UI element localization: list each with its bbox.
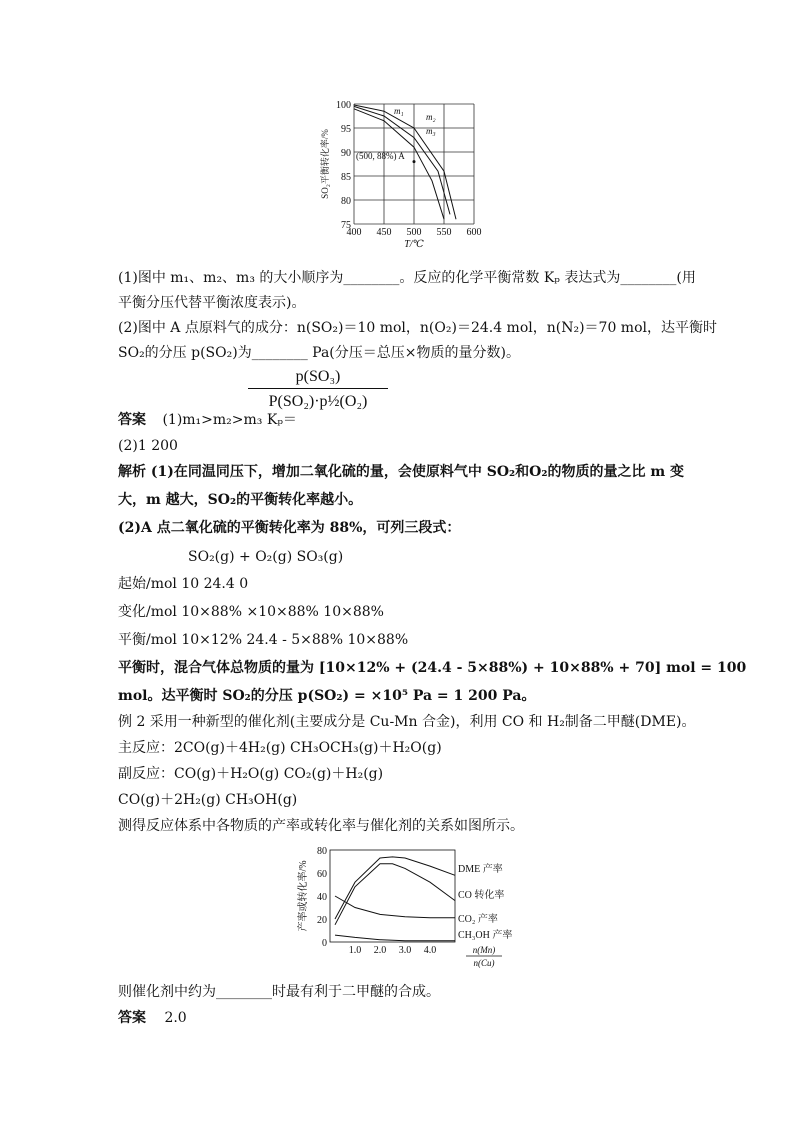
row-initial: 起始/mol 10 24.4 0: [118, 576, 249, 592]
legend-label: CO₂ 产率: [458, 914, 498, 925]
kp-fraction: [248, 368, 388, 411]
y-tick-label: 85: [341, 172, 351, 183]
y-axis-label: 产率或转化率/%: [298, 860, 309, 932]
chart2-svg: [294, 840, 514, 972]
y-tick-label: 100: [336, 100, 351, 111]
answer-1-text: (1)m₁>m₂>m₃ Kₚ＝: [162, 412, 297, 428]
y-tick-label: 90: [341, 148, 351, 159]
analysis-1-cont: 大，m 越大，SO₂的平衡转化率越小。: [118, 492, 363, 508]
kp-denominator: P(SO₂)·p½(O₂): [268, 393, 368, 410]
curve-label: m₁: [394, 106, 404, 116]
y-tick-label: 95: [341, 124, 351, 135]
y-tick-label: 80: [341, 196, 351, 207]
series-line-4: [335, 935, 455, 941]
legend-label: DME 产率: [458, 864, 503, 875]
side-reaction-1: 副反应：CO(g)＋H₂O(g) CO₂(g)＋H₂(g): [118, 766, 384, 782]
legend-label: CO 转化率: [458, 890, 505, 901]
x-axis-label: T/℃: [404, 239, 424, 250]
answer-3: [118, 1008, 187, 1028]
total-moles-cont: mol。达平衡时 SO₂的分压 p(SO₂) = ×10⁵ Pa = 1 200 Pa。: [118, 688, 536, 704]
y-tick-label: 40: [317, 892, 327, 903]
answer-3-value: 2.0: [164, 1010, 187, 1026]
total-moles: 平衡时，混合气体总物质的量为 [10×12% + (24.4 - 5×88%) + 10×88% + 70] mol = 100: [118, 660, 747, 676]
x-tick-label: 450: [376, 227, 392, 238]
x-label-numerator: n(Mn): [472, 945, 496, 955]
answer-2: (2)1 200: [118, 438, 178, 454]
x-tick-label: 2.0: [373, 945, 387, 956]
question-2: (2)图中 A 点原料气的成分：n(SO₂)＝10 mol，n(O₂)＝24.4 mol，n(N₂)＝70 mol，达平衡时: [118, 320, 717, 336]
y-tick-label: 75: [341, 220, 351, 231]
x-label-denominator: n(Cu): [473, 958, 495, 968]
question-1-cont: 平衡分压代替平衡浓度表示)。: [118, 295, 306, 311]
y-tick-label: 80: [317, 846, 327, 857]
x-tick-label: 600: [466, 227, 482, 238]
question-1: (1)图中 m₁、m₂、m₃ 的大小顺序为________。反应的化学平衡常数 Kₚ 表达式为________(用: [118, 270, 696, 286]
row-equilibrium: 平衡/mol 10×12% 24.4 - 5×88% 10×88%: [118, 632, 409, 648]
x-tick-label: 1.0: [348, 945, 362, 956]
series-line-3: [335, 896, 455, 918]
so2-conversion-chart: [318, 96, 488, 254]
analysis-1: 解析 (1)在同温同压下，增加二氧化硫的量，会使原料气中 SO₂和O₂的物质的量之比 m 变: [118, 464, 685, 480]
series-line-3: [354, 105, 456, 219]
x-tick-label: 4.0: [423, 945, 437, 956]
row-change: 变化/mol 10×88% ×10×88% 10×88%: [118, 604, 384, 620]
answer-3-label: 答案: [118, 1010, 146, 1026]
y-axis-label: SO₂平衡转化率/%: [320, 129, 330, 199]
analysis-2: (2)A 点二氧化硫的平衡转化率为 88%，可列三段式：: [118, 520, 461, 536]
x-tick-label: 500: [406, 227, 422, 238]
y-tick-label: 0: [322, 938, 327, 949]
answer-label: 答案: [118, 412, 146, 428]
example-2: 例 2 采用一种新型的催化剂(主要成分是 Cu-Mn 合金)，利用 CO 和 H₂制备二甲醚(DME)。: [118, 714, 696, 730]
x-tick-label: 550: [436, 227, 452, 238]
curve-label: m₃: [426, 126, 436, 136]
equation-header: SO₂(g) + O₂(g) SO₃(g): [188, 549, 344, 565]
catalyst-chart: [294, 840, 514, 972]
x-tick-label: 400: [346, 227, 362, 238]
kp-numerator: p(SO₃): [248, 368, 388, 389]
question-3: 则催化剂中约为________时最有利于二甲醚的合成。: [118, 984, 440, 1000]
answer-1: [118, 410, 297, 430]
point-a-label: (500, 88%) A: [356, 150, 405, 161]
chart1-svg: [318, 96, 488, 254]
curve-label: m₂: [426, 112, 436, 122]
y-tick-label: 60: [317, 869, 327, 880]
y-tick-label: 20: [317, 915, 327, 926]
legend-label: CH₃OH 产率: [458, 930, 513, 941]
measurement-text: 测得反应体系中各物质的产率或转化率与催化剂的关系如图所示。: [118, 818, 524, 834]
main-reaction: 主反应：2CO(g)＋4H₂(g) CH₃OCH₃(g)＋H₂O(g): [118, 740, 442, 756]
x-tick-label: 3.0: [398, 945, 412, 956]
side-reaction-2: CO(g)＋2H₂(g) CH₃OH(g): [118, 792, 298, 808]
point-a-marker: [413, 160, 416, 163]
question-2-cont: SO₂的分压 p(SO₂)为________ Pa(分压＝总压×物质的量分数)。: [118, 345, 520, 361]
